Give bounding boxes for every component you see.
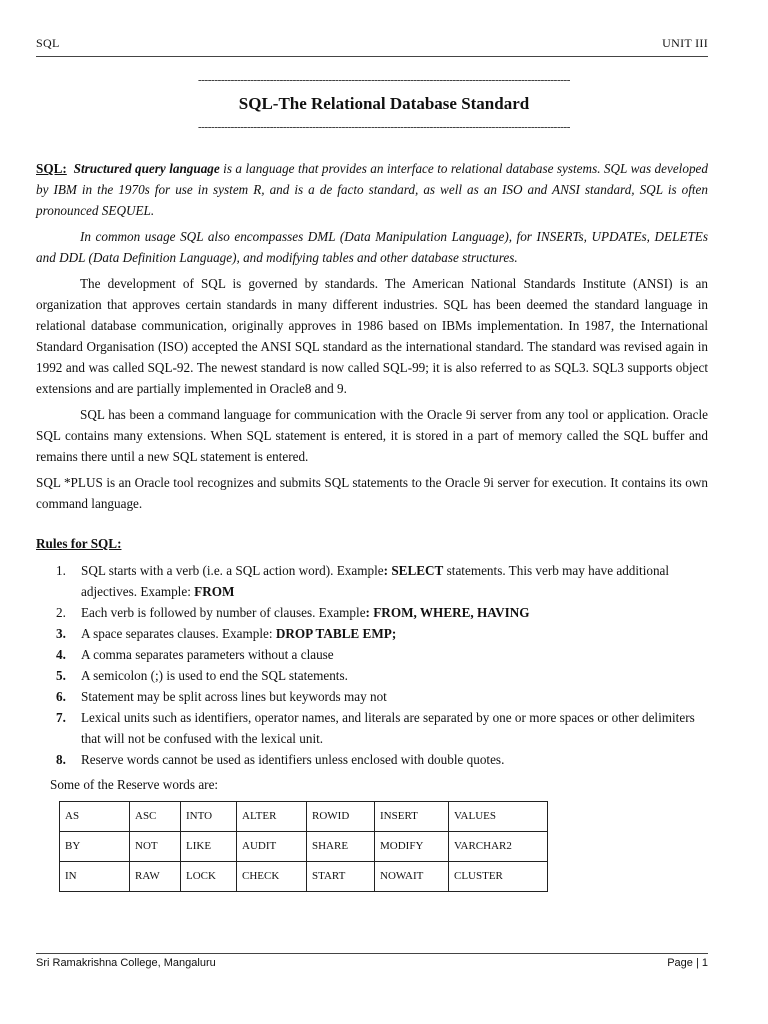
reserve-word-cell: INSERT <box>375 802 449 832</box>
reserve-word-cell: MODIFY <box>375 832 449 862</box>
rule-number: 5. <box>56 668 66 683</box>
reserve-word-cell: RAW <box>130 862 181 892</box>
rule-text: A comma separates parameters without a clause <box>81 647 334 662</box>
rule-item <box>36 644 708 665</box>
page-footer <box>36 953 708 969</box>
reserve-word-cell: VARCHAR2 <box>449 832 548 862</box>
development-paragraph: The development of SQL is governed by standards. The American National Standards Institute (ANSI) is an organization that approves certain standards in many different industries. SQL has been deemed the standard language in relational database communication, originally approves in 1986 based on IBMs implementation. In 1987, the International Standard Organisation (ISO) accepted the ANSI SQL standard as the international standard. The standard was revised again in 1992 and was called SQL-92. The newest standard is now called SQL-99; it is also referred to as SQL3. SQL3 supports object extensions and are partially implemented in Oracle8 and 9. <box>36 276 708 396</box>
reserve-word-cell: AUDIT <box>237 832 307 862</box>
rule-number: 8. <box>56 752 66 767</box>
rule-bold: : SELECT <box>383 563 444 578</box>
reserve-word-cell: NOWAIT <box>375 862 449 892</box>
rules-list <box>36 560 708 770</box>
rule-text-2: statements. This verb may have additional adjectives. Example: <box>81 563 670 599</box>
rule-text: Each verb is followed by number of clauses. Example <box>81 605 366 620</box>
table-row <box>60 862 548 892</box>
reserve-word-cell: ROWID <box>307 802 375 832</box>
reserve-word-cell: AS <box>60 802 130 832</box>
table-row <box>60 802 548 832</box>
rule-item <box>36 602 708 623</box>
reserve-word-cell: CLUSTER <box>449 862 548 892</box>
rule-number: 1. <box>56 563 66 578</box>
rule-item <box>36 686 708 707</box>
rule-text: A semicolon (;) is used to end the SQL statements. <box>81 668 348 683</box>
rule-bold: : FROM, WHERE, HAVING <box>365 605 530 620</box>
reserve-word-cell: INTO <box>181 802 237 832</box>
reserve-word-cell: LIKE <box>181 832 237 862</box>
reserve-word-cell: VALUES <box>449 802 548 832</box>
rule-text: Statement may be split across lines but keywords may not <box>81 689 387 704</box>
rule-bold-2: FROM <box>194 584 235 599</box>
footer-page-number: Page | 1 <box>667 957 708 969</box>
reserve-word-cell: BY <box>60 832 130 862</box>
reserve-words-label: Some of the Reserve words are: <box>50 777 219 792</box>
reserve-word-cell: NOT <box>130 832 181 862</box>
rule-number: 2. <box>56 605 66 620</box>
command-paragraph: SQL has been a command language for communication with the Oracle 9i server from any tool or application. Oracle SQL contains many extensions. When SQL statement is entered, it is stored in a part of memory called the SQL buffer and remains there until a new SQL statement is entered. <box>36 407 708 464</box>
rule-text: Lexical units such as identifiers, operator names, and literals are separated by one or more spaces or other delimiters that will not be confused with the lexical unit. <box>81 710 695 746</box>
rule-text: Reserve words cannot be used as identifiers unless enclosed with double quotes. <box>81 752 505 767</box>
intro-text: is a language that provides an interface to relational database systems. SQL was developed by IBM in the 1970s for use in system R, and is a de facto standard, as well as an ISO and ANSI standard, SQL is often pronounced SEQUEL. <box>36 161 708 218</box>
rule-text: SQL starts with a verb (i.e. a SQL action word). Example <box>81 563 384 578</box>
reserve-word-cell: LOCK <box>181 862 237 892</box>
header-subject: SQL <box>36 36 60 50</box>
page-header <box>36 36 708 57</box>
rule-item <box>36 665 708 686</box>
reserve-word-cell: CHECK <box>237 862 307 892</box>
rule-item <box>36 749 708 770</box>
document-body <box>36 158 708 892</box>
intro-paragraph <box>36 158 708 221</box>
footer-college: Sri Ramakrishna College, Mangaluru <box>36 957 216 969</box>
reserve-words-table <box>59 801 548 892</box>
dash-rule-bottom: ------------------------------------------------------------------------------------------------------------------ <box>198 121 570 133</box>
reserve-word-cell: SHARE <box>307 832 375 862</box>
table-row <box>60 832 548 862</box>
reserve-word-cell: START <box>307 862 375 892</box>
rule-item <box>36 707 708 749</box>
dash-rule-top: ------------------------------------------------------------------------------------------------------------------ <box>198 74 570 86</box>
rule-number: 6. <box>56 689 66 704</box>
usage-paragraph: In common usage SQL also encompasses DML (Data Manipulation Language), for INSERTs, UPDATEs, DELETEs and DDL (Data Definition Language), and modifying tables and other database structures. <box>36 229 708 265</box>
intro-term: Structured query language <box>73 161 220 176</box>
rule-number: 4. <box>56 647 66 662</box>
rule-number: 7. <box>56 710 66 725</box>
sqlplus-paragraph: SQL *PLUS is an Oracle tool recognizes and submits SQL statements to the Oracle 9i server for execution. It contains its own command language. <box>36 475 708 511</box>
rule-text: A space separates clauses. Example: <box>81 626 276 641</box>
reserve-word-cell: IN <box>60 862 130 892</box>
reserve-word-cell: ASC <box>130 802 181 832</box>
header-unit: UNIT III <box>662 36 708 50</box>
page-title: SQL-The Relational Database Standard <box>238 94 530 113</box>
rule-item <box>36 560 708 602</box>
intro-label: SQL: <box>36 161 67 176</box>
reserve-word-cell: ALTER <box>237 802 307 832</box>
rules-heading: Rules for SQL: <box>36 536 122 551</box>
rule-item <box>36 623 708 644</box>
rule-number: 3. <box>56 626 66 641</box>
rule-bold: DROP TABLE EMP; <box>275 626 397 641</box>
